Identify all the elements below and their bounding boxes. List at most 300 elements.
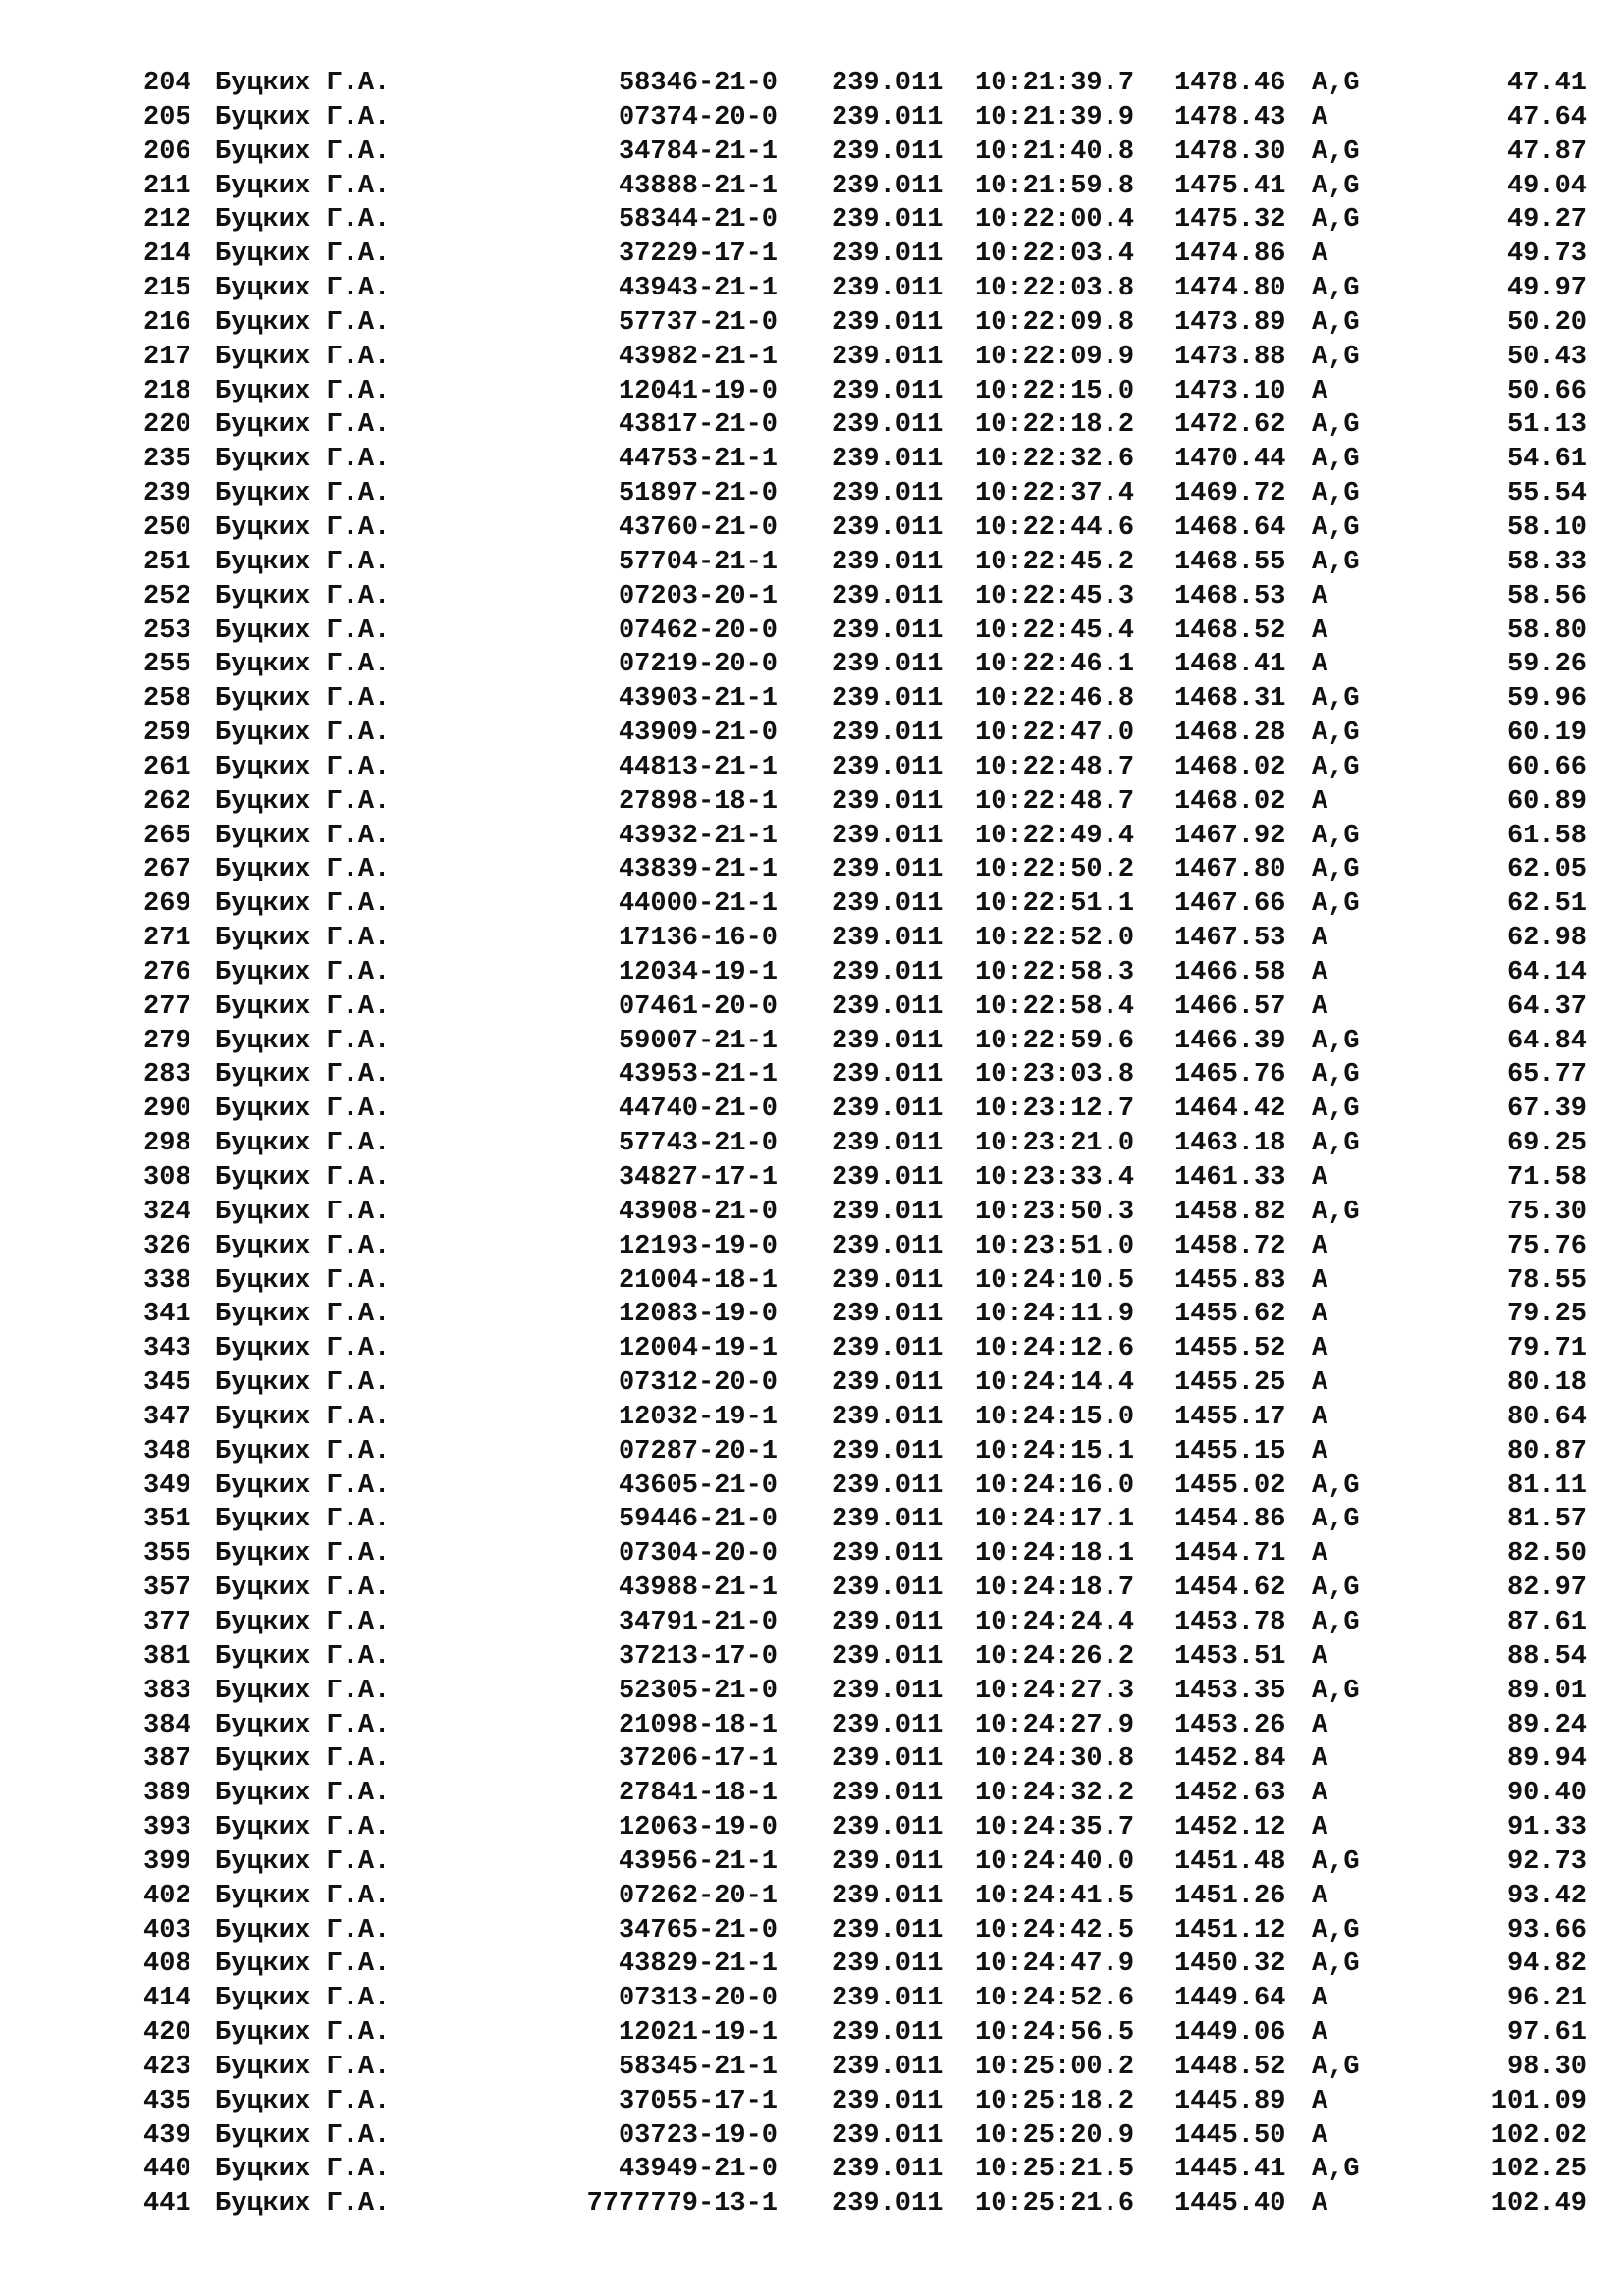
row-number: 341	[143, 1300, 191, 1330]
observer-name: Буцких Г.А.	[215, 1197, 391, 1227]
day-value: 239.011	[832, 1813, 944, 1843]
result-value: 89.94	[1506, 1744, 1587, 1775]
object-code: 34791-21-0	[618, 1607, 778, 1637]
object-code: 07313-20-0	[618, 1984, 778, 2014]
result-value: 59.26	[1506, 650, 1587, 680]
day-value: 239.011	[832, 924, 944, 954]
table-row	[0, 2085, 1624, 2119]
object-code: 43949-21-0	[618, 2155, 778, 2185]
result-value: 82.50	[1506, 1539, 1587, 1570]
table-row	[0, 306, 1624, 341]
row-number: 441	[143, 2189, 191, 2219]
time-value: 10:24:30.8	[975, 1744, 1135, 1775]
time-value: 10:25:21.5	[975, 2155, 1135, 2185]
measure-value: 1467.53	[1174, 924, 1286, 954]
measure-value: 1454.62	[1174, 1574, 1286, 1604]
time-value: 10:21:59.8	[975, 171, 1135, 201]
table-row	[0, 511, 1624, 546]
row-number: 250	[143, 512, 191, 543]
row-number: 212	[143, 205, 191, 236]
observer-name: Буцких Г.А.	[215, 1334, 391, 1364]
result-value: 62.98	[1506, 924, 1587, 954]
flag-value: A	[1312, 786, 1328, 817]
row-number: 277	[143, 991, 191, 1022]
result-value: 94.82	[1506, 1949, 1587, 1980]
time-value: 10:22:37.4	[975, 479, 1135, 509]
day-value: 239.011	[832, 889, 944, 920]
table-row	[0, 1675, 1624, 1709]
observer-name: Буцких Г.А.	[215, 2155, 391, 2185]
day-value: 239.011	[832, 205, 944, 236]
result-value: 89.01	[1506, 1676, 1587, 1706]
flag-value: A,G	[1312, 889, 1360, 920]
row-number: 262	[143, 786, 191, 817]
table-row	[0, 990, 1624, 1025]
time-value: 10:24:24.4	[975, 1607, 1135, 1637]
time-value: 10:22:15.0	[975, 376, 1135, 406]
row-number: 253	[143, 615, 191, 646]
row-number: 414	[143, 1984, 191, 2014]
result-value: 97.61	[1506, 2018, 1587, 2049]
time-value: 10:23:51.0	[975, 1231, 1135, 1261]
flag-value: A	[1312, 1231, 1328, 1261]
time-value: 10:24:15.1	[975, 1436, 1135, 1467]
time-value: 10:24:27.9	[975, 1710, 1135, 1740]
table-row	[0, 1572, 1624, 1606]
object-code: 43605-21-0	[618, 1470, 778, 1501]
flag-value: A	[1312, 1710, 1328, 1740]
table-row	[0, 717, 1624, 751]
object-code: 37213-17-0	[618, 1641, 778, 1672]
result-value: 78.55	[1506, 1265, 1587, 1296]
observer-name: Буцких Г.А.	[215, 650, 391, 680]
observer-name: Буцких Г.А.	[215, 581, 391, 612]
observer-name: Буцких Г.А.	[215, 1915, 391, 1946]
result-value: 98.30	[1506, 2052, 1587, 2082]
time-value: 10:22:58.3	[975, 957, 1135, 988]
flag-value: A	[1312, 2018, 1328, 2049]
row-number: 205	[143, 102, 191, 133]
row-number: 269	[143, 889, 191, 920]
object-code: 58344-21-0	[618, 205, 778, 236]
measure-value: 1455.52	[1174, 1334, 1286, 1364]
row-number: 384	[143, 1710, 191, 1740]
flag-value: A	[1312, 991, 1328, 1022]
measure-value: 1445.89	[1174, 2086, 1286, 2116]
row-number: 381	[143, 1641, 191, 1672]
measure-value: 1452.63	[1174, 1779, 1286, 1809]
measure-value: 1455.62	[1174, 1300, 1286, 1330]
object-code: 12032-19-1	[618, 1402, 778, 1432]
day-value: 239.011	[832, 547, 944, 577]
object-code: 12004-19-1	[618, 1334, 778, 1364]
time-value: 10:24:10.5	[975, 1265, 1135, 1296]
measure-value: 1463.18	[1174, 1129, 1286, 1159]
table-row	[0, 272, 1624, 306]
table-row	[0, 1093, 1624, 1127]
result-value: 80.87	[1506, 1436, 1587, 1467]
measure-value: 1461.33	[1174, 1163, 1286, 1193]
row-number: 298	[143, 1129, 191, 1159]
observer-name: Буцких Г.А.	[215, 1881, 391, 1911]
day-value: 239.011	[832, 445, 944, 475]
flag-value: A,G	[1312, 547, 1360, 577]
day-value: 239.011	[832, 1846, 944, 1877]
result-value: 65.77	[1506, 1060, 1587, 1091]
measure-value: 1468.41	[1174, 650, 1286, 680]
observer-name: Буцких Г.А.	[215, 1163, 391, 1193]
observer-name: Буцких Г.А.	[215, 376, 391, 406]
row-number: 252	[143, 581, 191, 612]
measure-value: 1445.50	[1174, 2120, 1286, 2151]
result-value: 47.41	[1506, 69, 1587, 98]
day-value: 239.011	[832, 1334, 944, 1364]
table-row	[0, 1127, 1624, 1161]
flag-value: A	[1312, 650, 1328, 680]
day-value: 239.011	[832, 957, 944, 988]
observer-name: Буцких Г.А.	[215, 1505, 391, 1535]
time-value: 10:24:40.0	[975, 1846, 1135, 1877]
flag-value: A	[1312, 1368, 1328, 1399]
flag-value: A	[1312, 924, 1328, 954]
measure-value: 1473.88	[1174, 342, 1286, 372]
day-value: 239.011	[832, 1915, 944, 1946]
table-row	[0, 648, 1624, 682]
flag-value: A	[1312, 102, 1328, 133]
flag-value: A	[1312, 240, 1328, 270]
object-code: 52305-21-0	[618, 1676, 778, 1706]
day-value: 239.011	[832, 1470, 944, 1501]
measure-value: 1474.80	[1174, 274, 1286, 304]
flag-value: A	[1312, 1402, 1328, 1432]
object-code: 27898-18-1	[618, 786, 778, 817]
observer-name: Буцких Г.А.	[215, 1949, 391, 1980]
day-value: 239.011	[832, 1402, 944, 1432]
measure-value: 1458.82	[1174, 1197, 1286, 1227]
day-value: 239.011	[832, 410, 944, 441]
measure-value: 1478.43	[1174, 102, 1286, 133]
flag-value: A,G	[1312, 1846, 1360, 1877]
day-value: 239.011	[832, 136, 944, 167]
table-row	[0, 67, 1624, 101]
result-value: 64.14	[1506, 957, 1587, 988]
time-value: 10:22:44.6	[975, 512, 1135, 543]
measure-value: 1451.26	[1174, 1881, 1286, 1911]
flag-value: A	[1312, 1265, 1328, 1296]
result-value: 71.58	[1506, 1163, 1587, 1193]
time-value: 10:22:48.7	[975, 752, 1135, 782]
observer-name: Буцких Г.А.	[215, 752, 391, 782]
time-value: 10:21:39.9	[975, 102, 1135, 133]
measure-value: 1475.32	[1174, 205, 1286, 236]
observer-name: Буцких Г.А.	[215, 274, 391, 304]
row-number: 348	[143, 1436, 191, 1467]
row-number: 204	[143, 69, 191, 98]
table-row	[0, 408, 1624, 443]
observer-name: Буцких Г.А.	[215, 1402, 391, 1432]
flag-value: A,G	[1312, 1607, 1360, 1637]
result-value: 49.27	[1506, 205, 1587, 236]
object-code: 17136-16-0	[618, 924, 778, 954]
observer-name: Буцких Г.А.	[215, 2120, 391, 2151]
day-value: 239.011	[832, 376, 944, 406]
day-value: 239.011	[832, 1060, 944, 1091]
time-value: 10:24:35.7	[975, 1813, 1135, 1843]
measure-value: 1475.41	[1174, 171, 1286, 201]
measure-value: 1464.42	[1174, 1095, 1286, 1125]
observer-name: Буцких Г.А.	[215, 1436, 391, 1467]
result-value: 69.25	[1506, 1129, 1587, 1159]
object-code: 43953-21-1	[618, 1060, 778, 1091]
table-row	[0, 1742, 1624, 1777]
time-value: 10:24:11.9	[975, 1300, 1135, 1330]
row-number: 211	[143, 171, 191, 201]
table-row	[0, 820, 1624, 854]
result-value: 89.24	[1506, 1710, 1587, 1740]
result-value: 64.84	[1506, 1026, 1587, 1056]
time-value: 10:24:32.2	[975, 1779, 1135, 1809]
flag-value: A	[1312, 1881, 1328, 1911]
measure-value: 1455.02	[1174, 1470, 1286, 1501]
row-number: 326	[143, 1231, 191, 1261]
row-number: 393	[143, 1813, 191, 1843]
measure-value: 1453.26	[1174, 1710, 1286, 1740]
time-value: 10:22:47.0	[975, 719, 1135, 749]
result-value: 102.02	[1490, 2120, 1587, 2151]
object-code: 07462-20-0	[618, 615, 778, 646]
object-code: 07287-20-1	[618, 1436, 778, 1467]
result-value: 93.66	[1506, 1915, 1587, 1946]
flag-value: A,G	[1312, 136, 1360, 167]
object-code: 43943-21-1	[618, 274, 778, 304]
object-code: 03723-19-0	[618, 2120, 778, 2151]
table-row	[0, 682, 1624, 717]
row-number: 276	[143, 957, 191, 988]
result-value: 90.40	[1506, 1779, 1587, 1809]
day-value: 239.011	[832, 2018, 944, 2049]
measure-value: 1473.89	[1174, 307, 1286, 338]
time-value: 10:25:00.2	[975, 2052, 1135, 2082]
row-number: 343	[143, 1334, 191, 1364]
time-value: 10:22:32.6	[975, 445, 1135, 475]
table-row	[0, 853, 1624, 887]
day-value: 239.011	[832, 1574, 944, 1604]
result-value: 101.09	[1490, 2086, 1587, 2116]
day-value: 239.011	[832, 512, 944, 543]
flag-value: A,G	[1312, 1915, 1360, 1946]
table-row	[0, 135, 1624, 170]
row-number: 217	[143, 342, 191, 372]
day-value: 239.011	[832, 1436, 944, 1467]
result-value: 49.73	[1506, 240, 1587, 270]
row-number: 290	[143, 1095, 191, 1125]
flag-value: A	[1312, 1334, 1328, 1364]
row-number: 349	[143, 1470, 191, 1501]
observer-name: Буцких Г.А.	[215, 991, 391, 1022]
object-code: 34784-21-1	[618, 136, 778, 167]
flag-value: A	[1312, 1813, 1328, 1843]
object-code: 07262-20-1	[618, 1881, 778, 1911]
observer-name: Буцких Г.А.	[215, 924, 391, 954]
result-value: 47.87	[1506, 136, 1587, 167]
time-value: 10:22:45.4	[975, 615, 1135, 646]
day-value: 239.011	[832, 1984, 944, 2014]
day-value: 239.011	[832, 581, 944, 612]
result-value: 58.10	[1506, 512, 1587, 543]
day-value: 239.011	[832, 1368, 944, 1399]
time-value: 10:24:42.5	[975, 1915, 1135, 1946]
day-value: 239.011	[832, 1710, 944, 1740]
measure-value: 1468.02	[1174, 786, 1286, 817]
flag-value: A,G	[1312, 445, 1360, 475]
day-value: 239.011	[832, 615, 944, 646]
table-row	[0, 1914, 1624, 1949]
table-row	[0, 1606, 1624, 1640]
object-code: 37206-17-1	[618, 1744, 778, 1775]
day-value: 239.011	[832, 102, 944, 133]
time-value: 10:24:41.5	[975, 1881, 1135, 1911]
flag-value: A,G	[1312, 684, 1360, 715]
object-code: 57743-21-0	[618, 1129, 778, 1159]
flag-value: A,G	[1312, 1574, 1360, 1604]
object-code: 12193-19-0	[618, 1231, 778, 1261]
table-row	[0, 1777, 1624, 1811]
time-value: 10:25:21.6	[975, 2189, 1135, 2219]
table-row	[0, 785, 1624, 820]
observer-name: Буцких Г.А.	[215, 1744, 391, 1775]
observer-name: Буцких Г.А.	[215, 1368, 391, 1399]
object-code: 07461-20-0	[618, 991, 778, 1022]
observer-name: Буцких Г.А.	[215, 240, 391, 270]
object-code: 43903-21-1	[618, 684, 778, 715]
observer-name: Буцких Г.А.	[215, 2052, 391, 2082]
result-value: 93.42	[1506, 1881, 1587, 1911]
row-number: 357	[143, 1574, 191, 1604]
object-code: 44813-21-1	[618, 752, 778, 782]
time-value: 10:21:39.7	[975, 69, 1135, 98]
result-value: 64.37	[1506, 991, 1587, 1022]
day-value: 239.011	[832, 1300, 944, 1330]
result-value: 81.11	[1506, 1470, 1587, 1501]
measure-value: 1473.10	[1174, 376, 1286, 406]
object-code: 51897-21-0	[618, 479, 778, 509]
flag-value: A,G	[1312, 1676, 1360, 1706]
table-row	[0, 443, 1624, 477]
table-row	[0, 2051, 1624, 2085]
measure-value: 1468.31	[1174, 684, 1286, 715]
result-value: 54.61	[1506, 445, 1587, 475]
row-number: 267	[143, 855, 191, 885]
result-value: 61.58	[1506, 821, 1587, 851]
observer-name: Буцких Г.А.	[215, 1846, 391, 1877]
time-value: 10:22:50.2	[975, 855, 1135, 885]
time-value: 10:22:18.2	[975, 410, 1135, 441]
row-number: 435	[143, 2086, 191, 2116]
object-code: 58345-21-1	[618, 2052, 778, 2082]
flag-value: A,G	[1312, 1949, 1360, 1980]
day-value: 239.011	[832, 1744, 944, 1775]
table-row	[0, 1230, 1624, 1264]
day-value: 239.011	[832, 479, 944, 509]
result-value: 60.89	[1506, 786, 1587, 817]
result-value: 50.43	[1506, 342, 1587, 372]
measure-value: 1469.72	[1174, 479, 1286, 509]
object-code: 34827-17-1	[618, 1163, 778, 1193]
time-value: 10:22:59.6	[975, 1026, 1135, 1056]
day-value: 239.011	[832, 307, 944, 338]
table-row	[0, 2016, 1624, 2051]
time-value: 10:23:50.3	[975, 1197, 1135, 1227]
observer-name: Буцких Г.А.	[215, 1095, 391, 1125]
time-value: 10:22:03.4	[975, 240, 1135, 270]
table-row	[0, 341, 1624, 375]
flag-value: A	[1312, 615, 1328, 646]
table-row	[0, 1880, 1624, 1914]
day-value: 239.011	[832, 240, 944, 270]
time-value: 10:25:20.9	[975, 2120, 1135, 2151]
result-value: 79.25	[1506, 1300, 1587, 1330]
observer-name: Буцких Г.А.	[215, 1676, 391, 1706]
results-listing	[0, 67, 1624, 2221]
observer-name: Буцких Г.А.	[215, 1470, 391, 1501]
flag-value: A	[1312, 1779, 1328, 1809]
observer-name: Буцких Г.А.	[215, 1607, 391, 1637]
observer-name: Буцких Г.А.	[215, 2086, 391, 2116]
flag-value: A,G	[1312, 410, 1360, 441]
object-code: 43829-21-1	[618, 1949, 778, 1980]
measure-value: 1466.57	[1174, 991, 1286, 1022]
row-number: 308	[143, 1163, 191, 1193]
measure-value: 1449.06	[1174, 2018, 1286, 2049]
time-value: 10:24:17.1	[975, 1505, 1135, 1535]
table-row	[0, 751, 1624, 785]
measure-value: 1467.66	[1174, 889, 1286, 920]
observer-name: Буцких Г.А.	[215, 102, 391, 133]
measure-value: 1455.83	[1174, 1265, 1286, 1296]
object-code: 43839-21-1	[618, 855, 778, 885]
row-number: 423	[143, 2052, 191, 2082]
measure-value: 1472.62	[1174, 410, 1286, 441]
result-value: 79.71	[1506, 1334, 1587, 1364]
object-code: 43988-21-1	[618, 1574, 778, 1604]
object-code: 59446-21-0	[618, 1505, 778, 1535]
result-value: 88.54	[1506, 1641, 1587, 1672]
flag-value: A	[1312, 1163, 1328, 1193]
flag-value: A,G	[1312, 69, 1360, 98]
object-code: 7777779-13-1	[586, 2189, 778, 2219]
result-value: 62.51	[1506, 889, 1587, 920]
result-value: 92.73	[1506, 1846, 1587, 1877]
time-value: 10:22:03.8	[975, 274, 1135, 304]
result-value: 62.05	[1506, 855, 1587, 885]
flag-value: A,G	[1312, 342, 1360, 372]
day-value: 239.011	[832, 2086, 944, 2116]
time-value: 10:24:16.0	[975, 1470, 1135, 1501]
time-value: 10:22:09.9	[975, 342, 1135, 372]
result-value: 87.61	[1506, 1607, 1587, 1637]
table-row	[0, 1640, 1624, 1675]
row-number: 239	[143, 479, 191, 509]
object-code: 21098-18-1	[618, 1710, 778, 1740]
table-row	[0, 1811, 1624, 1845]
object-code: 07312-20-0	[618, 1368, 778, 1399]
result-value: 60.19	[1506, 719, 1587, 749]
table-row	[0, 922, 1624, 956]
row-number: 440	[143, 2155, 191, 2185]
result-value: 58.33	[1506, 547, 1587, 577]
day-value: 239.011	[832, 1539, 944, 1570]
row-number: 215	[143, 274, 191, 304]
